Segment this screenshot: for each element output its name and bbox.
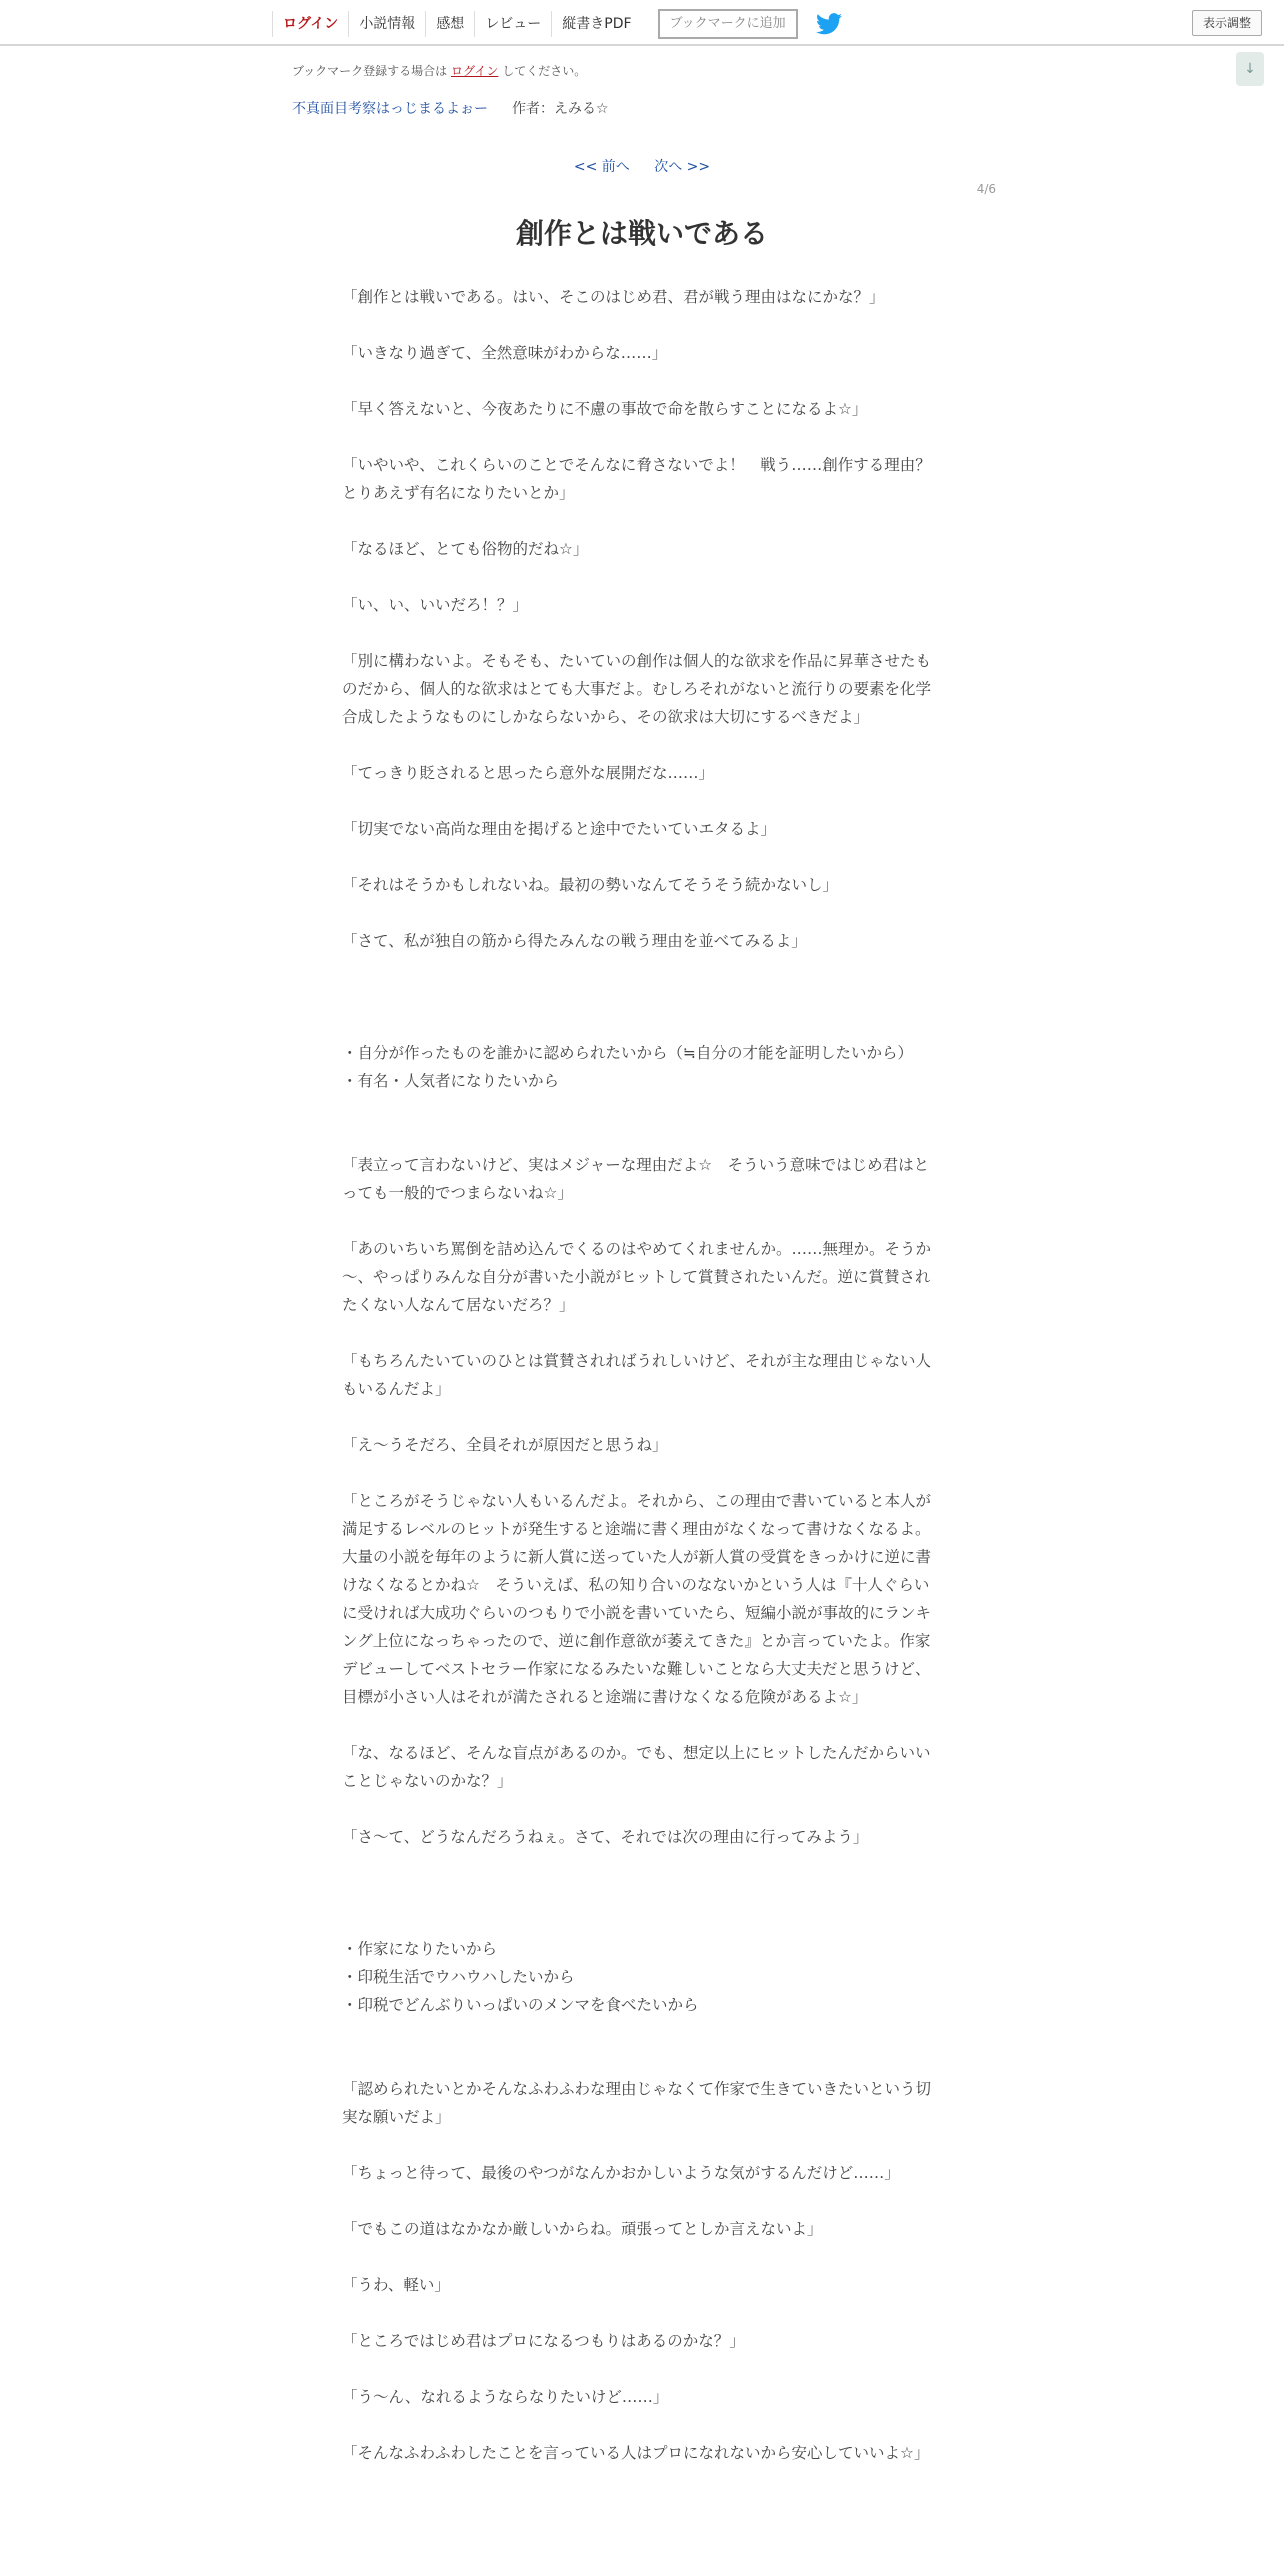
prev-chapter-link[interactable]: << 前へ: [573, 159, 630, 175]
paragraph: 「てっきり貶されると思ったら意外な展開だな……」: [342, 764, 715, 782]
login-notice: [292, 62, 586, 79]
paragraph: 「早く答えないと、今夜あたりに不慮の事故で命を散らすことになるよ☆」: [342, 400, 868, 418]
paragraph: 「ちょっと待って、最後のやつがなんかおかしいような気がするんだけど……」: [342, 2164, 900, 2182]
paragraph: 「表立って言わないけど、実はメジャーな理由だよ☆ そういう意味ではじめ君はとっても一般的でつまらないね☆」: [342, 1156, 930, 1202]
list-item: ・作家になりたいから: [342, 1940, 498, 1958]
paragraph: 「それはそうかもしれないね。最初の勢いなんてそうそう続かないし」: [342, 876, 839, 894]
paragraph: 「うわ、軽い」: [342, 2276, 450, 2294]
list-item: ・印税でどんぶりいっぱいのメンマを食べたいから: [342, 1996, 699, 2014]
paragraph: 「そんなふわふわしたことを言っている人はプロになれないから安心していいよ☆」: [342, 2444, 930, 2462]
paragraph: 「いきなり過ぎて、全然意味がわからな……」: [342, 344, 668, 362]
paragraph: 「創作とは戦いである。はい、そこのはじめ君、君が戦う理由はなにかな？」: [342, 288, 885, 306]
paragraph: 「認められたいとかそんなふわふわな理由じゃなくて作家で生きていきたいという切実な願いだよ」: [342, 2080, 932, 2126]
list-item: ・印税生活でウハウハしたいから: [342, 1968, 575, 1986]
twitter-bird-icon[interactable]: [816, 13, 842, 35]
paragraph: 「別に構わないよ。そもそも、たいていの創作は個人的な欲求を作品に昇華させたものだから、個人的な欲求はとても大事だよ。むしろそれがないと流行りの要素を化学合成したようなものにしかならないから、その欲求は大切にするべきだよ」: [342, 652, 932, 726]
login-notice-suffix: してください。: [502, 64, 587, 78]
paragraph: 「なるほど、とても俗物的だね☆」: [342, 540, 589, 558]
display-settings-button[interactable]: 表示調整: [1192, 10, 1262, 36]
nav-impressions[interactable]: 感想: [425, 11, 474, 37]
blank-lines: [342, 983, 936, 1039]
paragraph: 「ところではじめ君はプロになるつもりはあるのかな？」: [342, 2332, 745, 2350]
login-notice-prefix: ブックマーク登録する場合は: [292, 64, 448, 78]
chapter-body: [342, 283, 947, 2495]
list-item: ・自分が作ったものを誰かに認められたいから（≒自分の才能を証明したいから）: [342, 1044, 914, 1062]
paragraph: 「さて、私が独自の筋から得たみんなの戦う理由を並べてみるよ」: [342, 932, 807, 950]
next-chapter-link[interactable]: 次へ >>: [654, 159, 711, 175]
list-item: ・有名・人気者になりたいから: [342, 1072, 560, 1090]
paragraph: 「もちろんたいていのひとは賞賛されればうれしいけど、それが主な理由じゃない人もいるんだよ」: [342, 1352, 932, 1398]
chapter-title: 創作とは戦いである: [515, 217, 768, 250]
paragraph: 「ところがそうじゃない人もいるんだよ。それから、この理由で書いていると本人が満足するレベルのヒットが発生すると途端に書く理由がなくなって書けなくなるよ。大量の小説を毎年のように新人賞に送っていた人が新人賞の受賞をきっかけに逆に書けなくなるとかね☆ そういえば、私の知り合いのなないかという人は『十人ぐらいに受ければ大成功ぐらいのつもりで小説を書いていたら、短編小説が事故的にランキング上位になっちゃったので、逆に創作意欲が萎えてきた』とか言っていたよ。作家デビューしてベストセラー作家になるみたいな難しいことなら大丈夫だと思うけど、目標が小さい人はそれが満たされると途端に書けなくなる危険があるよ☆」: [342, 1492, 932, 1706]
paragraph: 「でもこの道はなかなか厳しいからね。頑張ってとしか言えないよ」: [342, 2220, 823, 2238]
paragraph: 「な、なるほど、そんな盲点があるのか。でも、想定以上にヒットしたんだからいいことじゃないのかな？」: [342, 1744, 931, 1790]
chapter-pager: [0, 156, 1284, 176]
arrow-down-icon[interactable]: ↓: [1236, 52, 1264, 86]
paragraph: 「う～ん、なれるようならなりたいけど……」: [342, 2388, 669, 2406]
paragraph: 「切実でない高尚な理由を掲げると途中でたいていエタるよ」: [342, 820, 777, 838]
nav-review[interactable]: レビュー: [474, 11, 551, 37]
paragraph: 「さ～て、どうなんだろうねぇ。さて、それでは次の理由に行ってみよう」: [342, 1828, 869, 1846]
nav-menu: [272, 10, 842, 38]
reason-list-1: [342, 1039, 936, 1095]
novel-title-link[interactable]: 不真面目考察はっじまるよぉー: [292, 101, 488, 117]
paragraph: 「い、い、いいだろ！？」: [342, 596, 529, 614]
paragraph: 「あのいちいち罵倒を詰め込んでくるのはやめてくれませんか。……無理か。そうか～、やっぱりみんな自分が書いた小説がヒットして賞賛されたいんだ。逆に賞賛されたくない人なんて居ないだろ？」: [342, 1240, 932, 1314]
nav-novel-info[interactable]: 小説情報: [348, 11, 425, 37]
paragraph: 「え～うそだろ、全員それが原因だと思うね」: [342, 1436, 668, 1454]
page-count: 4/6: [976, 182, 996, 196]
nav-login[interactable]: ログイン: [272, 11, 348, 37]
add-bookmark-button[interactable]: ブックマークに追加: [658, 9, 798, 39]
paragraph: 「いやいや、これくらいのことでそんなに脅さないでよ！ 戦う……創作する理由？ とりあえず有名になりたいとか」: [342, 456, 947, 502]
nav-vertical-pdf[interactable]: 縦書きPDF: [551, 11, 641, 37]
top-navigation-bar: [0, 0, 1284, 46]
author-name: 作者：えみる☆: [512, 101, 609, 117]
reason-list-2: [342, 1935, 936, 2019]
login-link[interactable]: ログイン: [451, 64, 499, 78]
blank-lines: [342, 1879, 936, 1935]
